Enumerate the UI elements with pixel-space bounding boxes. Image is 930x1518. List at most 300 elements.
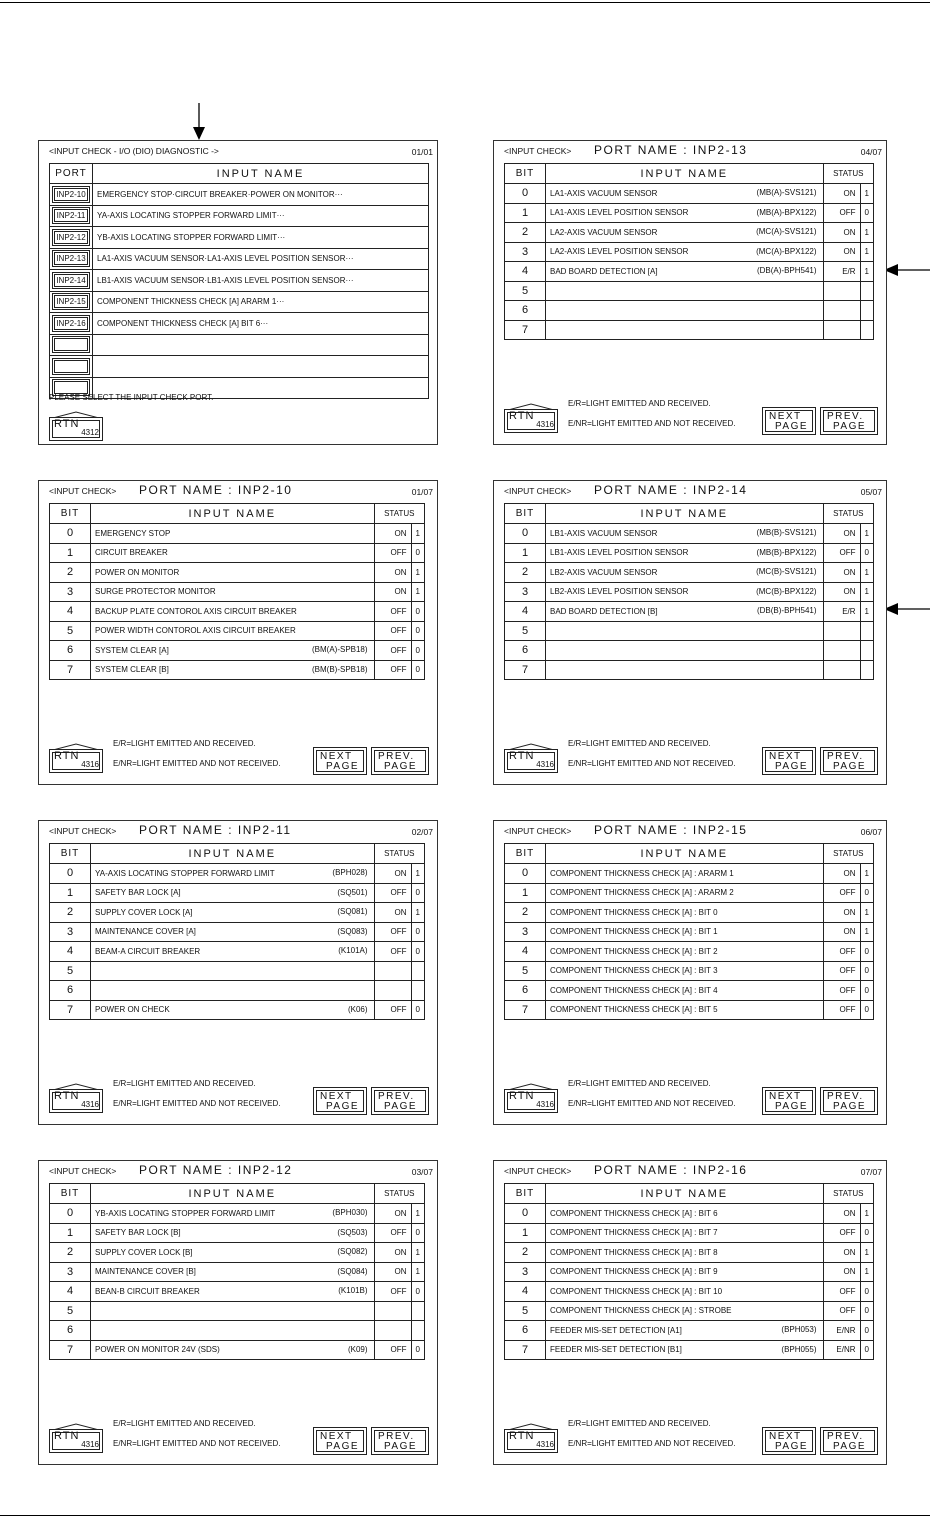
input-name-header: INPUT NAME	[546, 504, 824, 524]
bit-number: 5	[50, 1301, 91, 1321]
status-text: E/NR	[823, 1321, 860, 1341]
status-bit: 0	[411, 942, 424, 962]
screen-title: <INPUT CHECK>	[49, 486, 117, 496]
bit-row	[505, 1301, 874, 1321]
bit-number: 6	[50, 641, 91, 661]
return-code: 4316	[536, 420, 554, 429]
bit-row	[505, 563, 874, 583]
input-name: COMPONENT THICKNESS CHECK [A] : BIT 8	[550, 1247, 718, 1257]
status-bit: 0	[411, 621, 424, 641]
bit-row	[505, 320, 874, 340]
status-text: OFF	[374, 883, 411, 903]
page-indicator: 07/07	[860, 1167, 882, 1177]
input-name-cell	[91, 1262, 375, 1282]
input-name-cell	[546, 281, 824, 301]
bit-row	[505, 242, 874, 262]
status-bit: 1	[860, 864, 873, 884]
bit-row	[50, 1000, 425, 1020]
port-row[interactable]	[50, 227, 429, 249]
input-name-header: INPUT NAME	[91, 504, 375, 524]
return-button[interactable]	[49, 743, 103, 773]
input-name-cell	[546, 184, 824, 204]
prev-page-button[interactable]	[371, 1427, 429, 1455]
input-name-cell	[91, 1000, 375, 1020]
bit-row	[505, 582, 874, 602]
input-name-cell	[91, 602, 375, 622]
status-text	[823, 641, 860, 661]
input-name-cell	[546, 262, 824, 282]
input-name: POWER WIDTH CONTOROL AXIS CIRCUIT BREAKER	[95, 626, 296, 636]
next-label: NEXT	[769, 1091, 802, 1102]
port-header: PORT	[50, 164, 93, 184]
input-name: COMPONENT THICKNESS CHECK [A] : BIT 10	[550, 1286, 723, 1296]
port-button[interactable]: INP2-11	[52, 207, 90, 224]
bit-number: 4	[505, 1282, 546, 1302]
status-bit	[411, 1301, 424, 1321]
port-button[interactable]	[52, 358, 90, 375]
return-button[interactable]	[49, 1083, 103, 1113]
device-code: (SQ082)	[337, 1247, 368, 1256]
return-button[interactable]	[504, 1083, 558, 1113]
bit-row	[505, 1204, 874, 1224]
prev-label: PREV.	[378, 1091, 415, 1102]
next-label: NEXT	[769, 751, 802, 762]
status-text: ON	[374, 524, 411, 544]
next-page-button[interactable]	[313, 1427, 367, 1455]
bit-row	[505, 981, 874, 1001]
page-label: PAGE	[384, 1441, 418, 1452]
port-button[interactable]	[52, 336, 90, 353]
input-name-cell	[91, 621, 375, 641]
input-check-screen	[493, 140, 887, 445]
input-name-cell	[546, 582, 824, 602]
port-input-names	[93, 334, 429, 356]
input-name-cell	[546, 641, 824, 661]
status-text: ON	[374, 1204, 411, 1224]
status-header: STATUS	[374, 1184, 424, 1204]
bit-number: 4	[50, 602, 91, 622]
prev-page-button[interactable]	[820, 747, 878, 775]
input-name: FEEDER MIS-SET DETECTION [A1]	[550, 1325, 682, 1335]
status-bit	[411, 981, 424, 1001]
status-text: OFF	[823, 942, 860, 962]
bit-row	[505, 281, 874, 301]
legend-enr: E/NR=LIGHT EMITTED AND NOT RECEIVED.	[568, 1099, 736, 1108]
prev-page-button[interactable]	[371, 1087, 429, 1115]
status-text: OFF	[823, 981, 860, 1001]
input-name-cell	[91, 660, 375, 680]
next-page-button[interactable]	[762, 1427, 816, 1455]
status-text: OFF	[374, 543, 411, 563]
page-label: PAGE	[326, 1441, 360, 1452]
return-label: RTN	[509, 750, 535, 762]
bit-number: 7	[505, 660, 546, 680]
input-name: LB2-AXIS LEVEL POSITION SENSOR	[550, 587, 689, 597]
legend-er: E/R=LIGHT EMITTED AND RECEIVED.	[568, 739, 711, 748]
bit-number: 2	[505, 903, 546, 923]
port-input-names: YA-AXIS LOCATING STOPPER FORWARD LIMIT···	[93, 205, 429, 227]
status-bit: 0	[860, 1321, 873, 1341]
bit-row	[505, 262, 874, 282]
port-row[interactable]	[50, 356, 429, 378]
next-label: NEXT	[320, 751, 353, 762]
bit-number: 1	[50, 883, 91, 903]
input-name-cell	[91, 922, 375, 942]
bit-number: 3	[50, 922, 91, 942]
return-button[interactable]	[49, 411, 103, 441]
device-code: (MB(B)-SVS121)	[756, 528, 817, 537]
bit-table	[504, 503, 874, 680]
status-bit	[860, 641, 873, 661]
bit-table	[49, 843, 425, 1020]
page-label: PAGE	[775, 1101, 809, 1112]
return-button[interactable]	[504, 743, 558, 773]
status-bit: 0	[860, 203, 873, 223]
status-bit: 1	[860, 582, 873, 602]
status-text: OFF	[823, 1223, 860, 1243]
device-code: (K101B)	[338, 1286, 368, 1295]
bit-number: 6	[505, 301, 546, 321]
bit-row	[50, 621, 425, 641]
input-name-cell	[546, 621, 824, 641]
input-name-cell	[546, 1262, 824, 1282]
bit-number: 6	[505, 1321, 546, 1341]
input-name-cell	[546, 602, 824, 622]
input-name-cell	[546, 981, 824, 1001]
legend-er: E/R=LIGHT EMITTED AND RECEIVED.	[568, 1079, 711, 1088]
status-bit: 0	[411, 543, 424, 563]
status-text: ON	[823, 223, 860, 243]
status-bit: 0	[860, 883, 873, 903]
port-row[interactable]	[50, 334, 429, 356]
device-code: (DB(B)-BPH541)	[756, 606, 817, 615]
status-text: OFF	[374, 1223, 411, 1243]
status-bit: 1	[860, 262, 873, 282]
prev-page-button[interactable]	[820, 407, 878, 435]
input-name: COMPONENT THICKNESS CHECK [A] : BIT 1	[550, 927, 718, 937]
status-bit	[411, 1321, 424, 1341]
return-button[interactable]	[504, 403, 558, 433]
bit-number: 0	[505, 1204, 546, 1224]
return-label: RTN	[509, 410, 535, 422]
status-text: OFF	[823, 543, 860, 563]
bit-number: 0	[50, 1204, 91, 1224]
port-row[interactable]	[50, 205, 429, 227]
status-text: OFF	[823, 1000, 860, 1020]
input-name-cell	[91, 903, 375, 923]
page-label: PAGE	[775, 761, 809, 772]
bit-number: 0	[505, 184, 546, 204]
bit-row	[50, 1243, 425, 1263]
port-input-names: LA1-AXIS VACUUM SENSOR·LA1-AXIS LEVEL POSITION SENSOR···	[93, 248, 429, 270]
port-row[interactable]	[50, 270, 429, 292]
status-text: OFF	[823, 883, 860, 903]
status-header: STATUS	[374, 844, 424, 864]
port-name: PORT NAME : INP2-12	[139, 1163, 293, 1177]
page-indicator: 04/07	[860, 147, 882, 157]
input-name: BEAN-B CIRCUIT BREAKER	[95, 1286, 200, 1296]
input-name: LA2-AXIS LEVEL POSITION SENSOR	[550, 247, 689, 257]
input-name-cell	[91, 543, 375, 563]
bit-row	[505, 524, 874, 544]
input-name-header: INPUT NAME	[546, 1184, 824, 1204]
input-name: LA1-AXIS LEVEL POSITION SENSOR	[550, 208, 689, 218]
input-name: MAINTENANCE COVER [B]	[95, 1267, 196, 1277]
status-bit: 0	[411, 602, 424, 622]
bit-row	[505, 203, 874, 223]
input-name: SURGE PROTECTOR MONITOR	[95, 587, 216, 597]
bit-header: BIT	[50, 844, 91, 864]
next-page-button[interactable]	[762, 1087, 816, 1115]
bit-number: 1	[505, 1223, 546, 1243]
bit-header: BIT	[505, 504, 546, 524]
status-text: ON	[374, 864, 411, 884]
page-label: PAGE	[833, 1101, 867, 1112]
port-button[interactable]: INP2-14	[52, 272, 90, 289]
page-indicator: 05/07	[860, 487, 882, 497]
input-name-cell	[546, 922, 824, 942]
port-button[interactable]: INP2-16	[52, 315, 90, 332]
bit-number: 0	[50, 524, 91, 544]
page-label: PAGE	[384, 1101, 418, 1112]
bit-number: 3	[505, 1262, 546, 1282]
status-bit: 1	[860, 922, 873, 942]
status-bit: 1	[860, 602, 873, 622]
device-code: (K09)	[347, 1344, 368, 1354]
status-text: OFF	[823, 1282, 860, 1302]
bit-row	[50, 582, 425, 602]
input-name-cell	[546, 942, 824, 962]
port-input-names: EMERGENCY STOP·CIRCUIT BREAKER·POWER ON MONITOR···	[93, 184, 429, 206]
device-code: (MC(A)-BPX122)	[756, 246, 817, 256]
input-name-cell	[91, 524, 375, 544]
port-button[interactable]: INP2-10	[52, 186, 90, 203]
bit-row	[505, 301, 874, 321]
input-name-cell	[546, 1243, 824, 1263]
status-text: OFF	[374, 641, 411, 661]
status-text	[823, 301, 860, 321]
status-text: OFF	[374, 1282, 411, 1302]
input-name: MAINTENANCE COVER [A]	[95, 927, 196, 937]
return-code: 4316	[536, 1100, 554, 1109]
device-code: (BPH028)	[332, 868, 368, 877]
next-page-button[interactable]	[762, 747, 816, 775]
input-name: POWER ON MONITOR 24V (SDS)	[95, 1345, 220, 1355]
bit-number: 2	[505, 563, 546, 583]
bit-row	[50, 660, 425, 680]
device-code: (MC(A)-SVS121)	[756, 227, 817, 236]
port-button[interactable]: INP2-12	[52, 229, 90, 246]
status-text: ON	[374, 563, 411, 583]
prev-page-button[interactable]	[820, 1427, 878, 1455]
prev-label: PREV.	[827, 1431, 864, 1442]
status-bit: 0	[411, 883, 424, 903]
return-label: RTN	[54, 1430, 80, 1442]
status-bit	[860, 301, 873, 321]
status-text: ON	[823, 903, 860, 923]
bit-row	[505, 942, 874, 962]
port-select-screen	[38, 140, 438, 445]
input-name: POWER ON CHECK	[95, 1005, 170, 1015]
status-bit: 1	[860, 563, 873, 583]
return-code: 4316	[536, 760, 554, 769]
next-page-button[interactable]	[762, 407, 816, 435]
status-text	[374, 1321, 411, 1341]
input-name: BEAM-A CIRCUIT BREAKER	[95, 946, 201, 956]
legend-er: E/R=LIGHT EMITTED AND RECEIVED.	[113, 1079, 256, 1088]
port-button[interactable]: INP2-13	[52, 250, 90, 267]
screen-title: <INPUT CHECK>	[504, 146, 572, 156]
bit-table	[49, 1183, 425, 1360]
bit-row	[50, 1204, 425, 1224]
status-bit: 0	[860, 543, 873, 563]
status-bit: 0	[411, 1282, 424, 1302]
port-row[interactable]	[50, 184, 429, 206]
port-row[interactable]	[50, 313, 429, 335]
bit-number: 1	[50, 543, 91, 563]
input-name-cell	[546, 1321, 824, 1341]
port-button[interactable]: INP2-15	[52, 293, 90, 310]
bit-row	[50, 942, 425, 962]
bit-row	[505, 660, 874, 680]
page-label: PAGE	[833, 421, 867, 432]
screen-title: <INPUT CHECK - I/O (DIO) DIAGNOSTIC ->	[49, 146, 219, 156]
port-input-names: COMPONENT THICKNESS CHECK [A] ARARM 1···	[93, 291, 429, 313]
input-name-cell	[91, 1243, 375, 1263]
status-bit: 0	[860, 1000, 873, 1020]
port-row[interactable]	[50, 248, 429, 270]
status-header: STATUS	[823, 844, 873, 864]
input-name-cell	[91, 1204, 375, 1224]
status-bit: 1	[860, 242, 873, 262]
legend-er: E/R=LIGHT EMITTED AND RECEIVED.	[568, 1419, 711, 1428]
bit-number: 5	[50, 621, 91, 641]
next-label: NEXT	[320, 1091, 353, 1102]
bit-number: 2	[50, 1243, 91, 1263]
return-button[interactable]	[504, 1423, 558, 1453]
status-header: STATUS	[823, 164, 873, 184]
device-code: (MC(B)-SVS121)	[756, 567, 817, 576]
port-input-names: LB1-AXIS VACUUM SENSOR·LB1-AXIS LEVEL POSITION SENSOR···	[93, 270, 429, 292]
input-name-cell	[546, 1282, 824, 1302]
input-name: COMPONENT THICKNESS CHECK [A] : BIT 9	[550, 1267, 718, 1277]
input-name: SYSTEM CLEAR [B]	[95, 665, 169, 675]
status-bit: 0	[411, 922, 424, 942]
bit-row	[505, 621, 874, 641]
status-text: ON	[823, 1204, 860, 1224]
device-code: (MC(B)-BPX122)	[756, 586, 817, 596]
status-bit: 1	[860, 184, 873, 204]
input-name: COMPONENT THICKNESS CHECK [A] : BIT 5	[550, 1005, 718, 1015]
input-name: LA2-AXIS VACUUM SENSOR	[550, 227, 658, 237]
bit-number: 2	[505, 1243, 546, 1263]
bit-header: BIT	[505, 164, 546, 184]
bit-row	[50, 1321, 425, 1341]
input-name: SAFETY BAR LOCK [A]	[95, 888, 181, 898]
next-label: NEXT	[320, 1431, 353, 1442]
instruction-text: PLEASE SELECT THE INPUT CHECK PORT.	[49, 393, 214, 402]
return-code: 4316	[536, 1440, 554, 1449]
status-bit: 0	[860, 1340, 873, 1360]
input-name: COMPONENT THICKNESS CHECK [A] : ARARM 2	[550, 888, 734, 898]
device-code: (BM(A)-SPB18)	[311, 645, 368, 654]
return-label: RTN	[54, 418, 80, 430]
return-label: RTN	[54, 750, 80, 762]
port-input-names: COMPONENT THICKNESS CHECK [A] BIT 6···	[93, 313, 429, 335]
input-name-cell	[546, 543, 824, 563]
next-page-button[interactable]	[313, 1087, 367, 1115]
input-name-cell	[546, 1301, 824, 1321]
status-text: ON	[374, 582, 411, 602]
input-name-cell	[546, 242, 824, 262]
input-name: COMPONENT THICKNESS CHECK [A] : BIT 2	[550, 946, 718, 956]
bit-row	[50, 602, 425, 622]
status-bit: 0	[860, 1301, 873, 1321]
bit-table	[504, 843, 874, 1020]
bit-number: 5	[50, 961, 91, 981]
prev-page-button[interactable]	[820, 1087, 878, 1115]
bit-row	[505, 864, 874, 884]
status-text: ON	[823, 242, 860, 262]
status-bit: 1	[411, 524, 424, 544]
input-name-header: INPUT NAME	[91, 1184, 375, 1204]
bit-row	[50, 922, 425, 942]
bit-row	[505, 1321, 874, 1341]
status-text	[374, 1301, 411, 1321]
input-name: YA-AXIS LOCATING STOPPER FORWARD LIMIT	[95, 868, 275, 878]
status-text: ON	[823, 582, 860, 602]
input-name: BACKUP PLATE CONTOROL AXIS CIRCUIT BREAKER	[95, 606, 297, 616]
callout-arrow-left-icon	[884, 263, 930, 277]
next-label: NEXT	[769, 1431, 802, 1442]
bit-number: 2	[50, 563, 91, 583]
next-page-button[interactable]	[313, 747, 367, 775]
bit-row	[505, 223, 874, 243]
legend-enr: E/NR=LIGHT EMITTED AND NOT RECEIVED.	[568, 759, 736, 768]
status-bit: 0	[411, 641, 424, 661]
status-text: OFF	[823, 203, 860, 223]
input-name-cell	[91, 883, 375, 903]
bit-row	[50, 543, 425, 563]
bit-row	[505, 922, 874, 942]
input-name: COMPONENT THICKNESS CHECK [A] : STROBE	[550, 1306, 732, 1316]
return-button[interactable]	[49, 1423, 103, 1453]
legend-er: E/R=LIGHT EMITTED AND RECEIVED.	[113, 1419, 256, 1428]
bit-number: 4	[505, 262, 546, 282]
legend-enr: E/NR=LIGHT EMITTED AND NOT RECEIVED.	[113, 1099, 281, 1108]
legend-er: E/R=LIGHT EMITTED AND RECEIVED.	[113, 739, 256, 748]
bottom-rule	[0, 1515, 930, 1516]
input-name-cell	[91, 1321, 375, 1341]
status-text	[374, 961, 411, 981]
legend-enr: E/NR=LIGHT EMITTED AND NOT RECEIVED.	[113, 759, 281, 768]
callout-arrow-down-icon	[192, 103, 206, 141]
bit-row	[50, 1301, 425, 1321]
status-text: ON	[374, 1262, 411, 1282]
prev-page-button[interactable]	[371, 747, 429, 775]
bit-number: 5	[505, 961, 546, 981]
device-code: (DB(A)-BPH541)	[756, 266, 817, 275]
page-label: PAGE	[833, 1441, 867, 1452]
bit-row	[50, 641, 425, 661]
port-row[interactable]	[50, 291, 429, 313]
input-name-cell	[91, 563, 375, 583]
input-name-cell	[546, 1000, 824, 1020]
input-check-screen	[493, 480, 887, 785]
status-bit: 1	[411, 903, 424, 923]
next-label: NEXT	[769, 411, 802, 422]
status-bit: 1	[411, 1262, 424, 1282]
